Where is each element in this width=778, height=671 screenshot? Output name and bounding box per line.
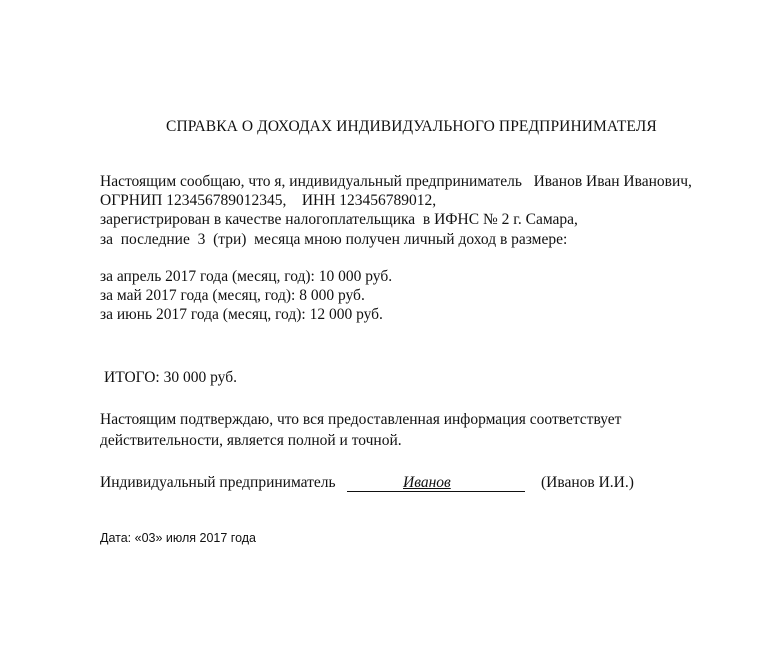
intro-line-2: ОГРНИП 123456789012345, ИНН 123456789012, — [100, 192, 437, 209]
confirmation-line-1: Настоящим подтверждаю, что вся предоставленная информация соответствует — [100, 411, 622, 428]
signature-underline — [347, 474, 525, 492]
confirmation-line-2: действительности, является полной и точной. — [100, 432, 402, 449]
intro-line-3: зарегистрирован в качестве налогоплательщика в ИФНС № 2 г. Самара, — [100, 211, 578, 228]
intro-line-4: за последние 3 (три) месяца мною получен личный доход в размере: — [100, 231, 568, 248]
income-june: за июнь 2017 года (месяц, год): 12 000 руб. — [100, 306, 383, 323]
signature-label: Индивидуальный предприниматель — [100, 474, 336, 491]
total-line: ИТОГО: 30 000 руб. — [104, 369, 237, 386]
income-april: за апрель 2017 года (месяц, год): 10 000 руб. — [100, 268, 393, 285]
document-title: СПРАВКА О ДОХОДАХ ИНДИВИДУАЛЬНОГО ПРЕДПРИНИМАТЕЛЯ — [166, 118, 657, 135]
signature-text: Иванов — [403, 474, 451, 491]
signature-name: (Иванов И.И.) — [541, 474, 634, 491]
intro-line-1: Настоящим сообщаю, что я, индивидуальный предприниматель Иванов Иван Иванович, — [100, 173, 692, 190]
date-line: Дата: «03» июля 2017 года — [100, 531, 257, 545]
income-may: за май 2017 года (месяц, год): 8 000 руб. — [100, 287, 365, 304]
